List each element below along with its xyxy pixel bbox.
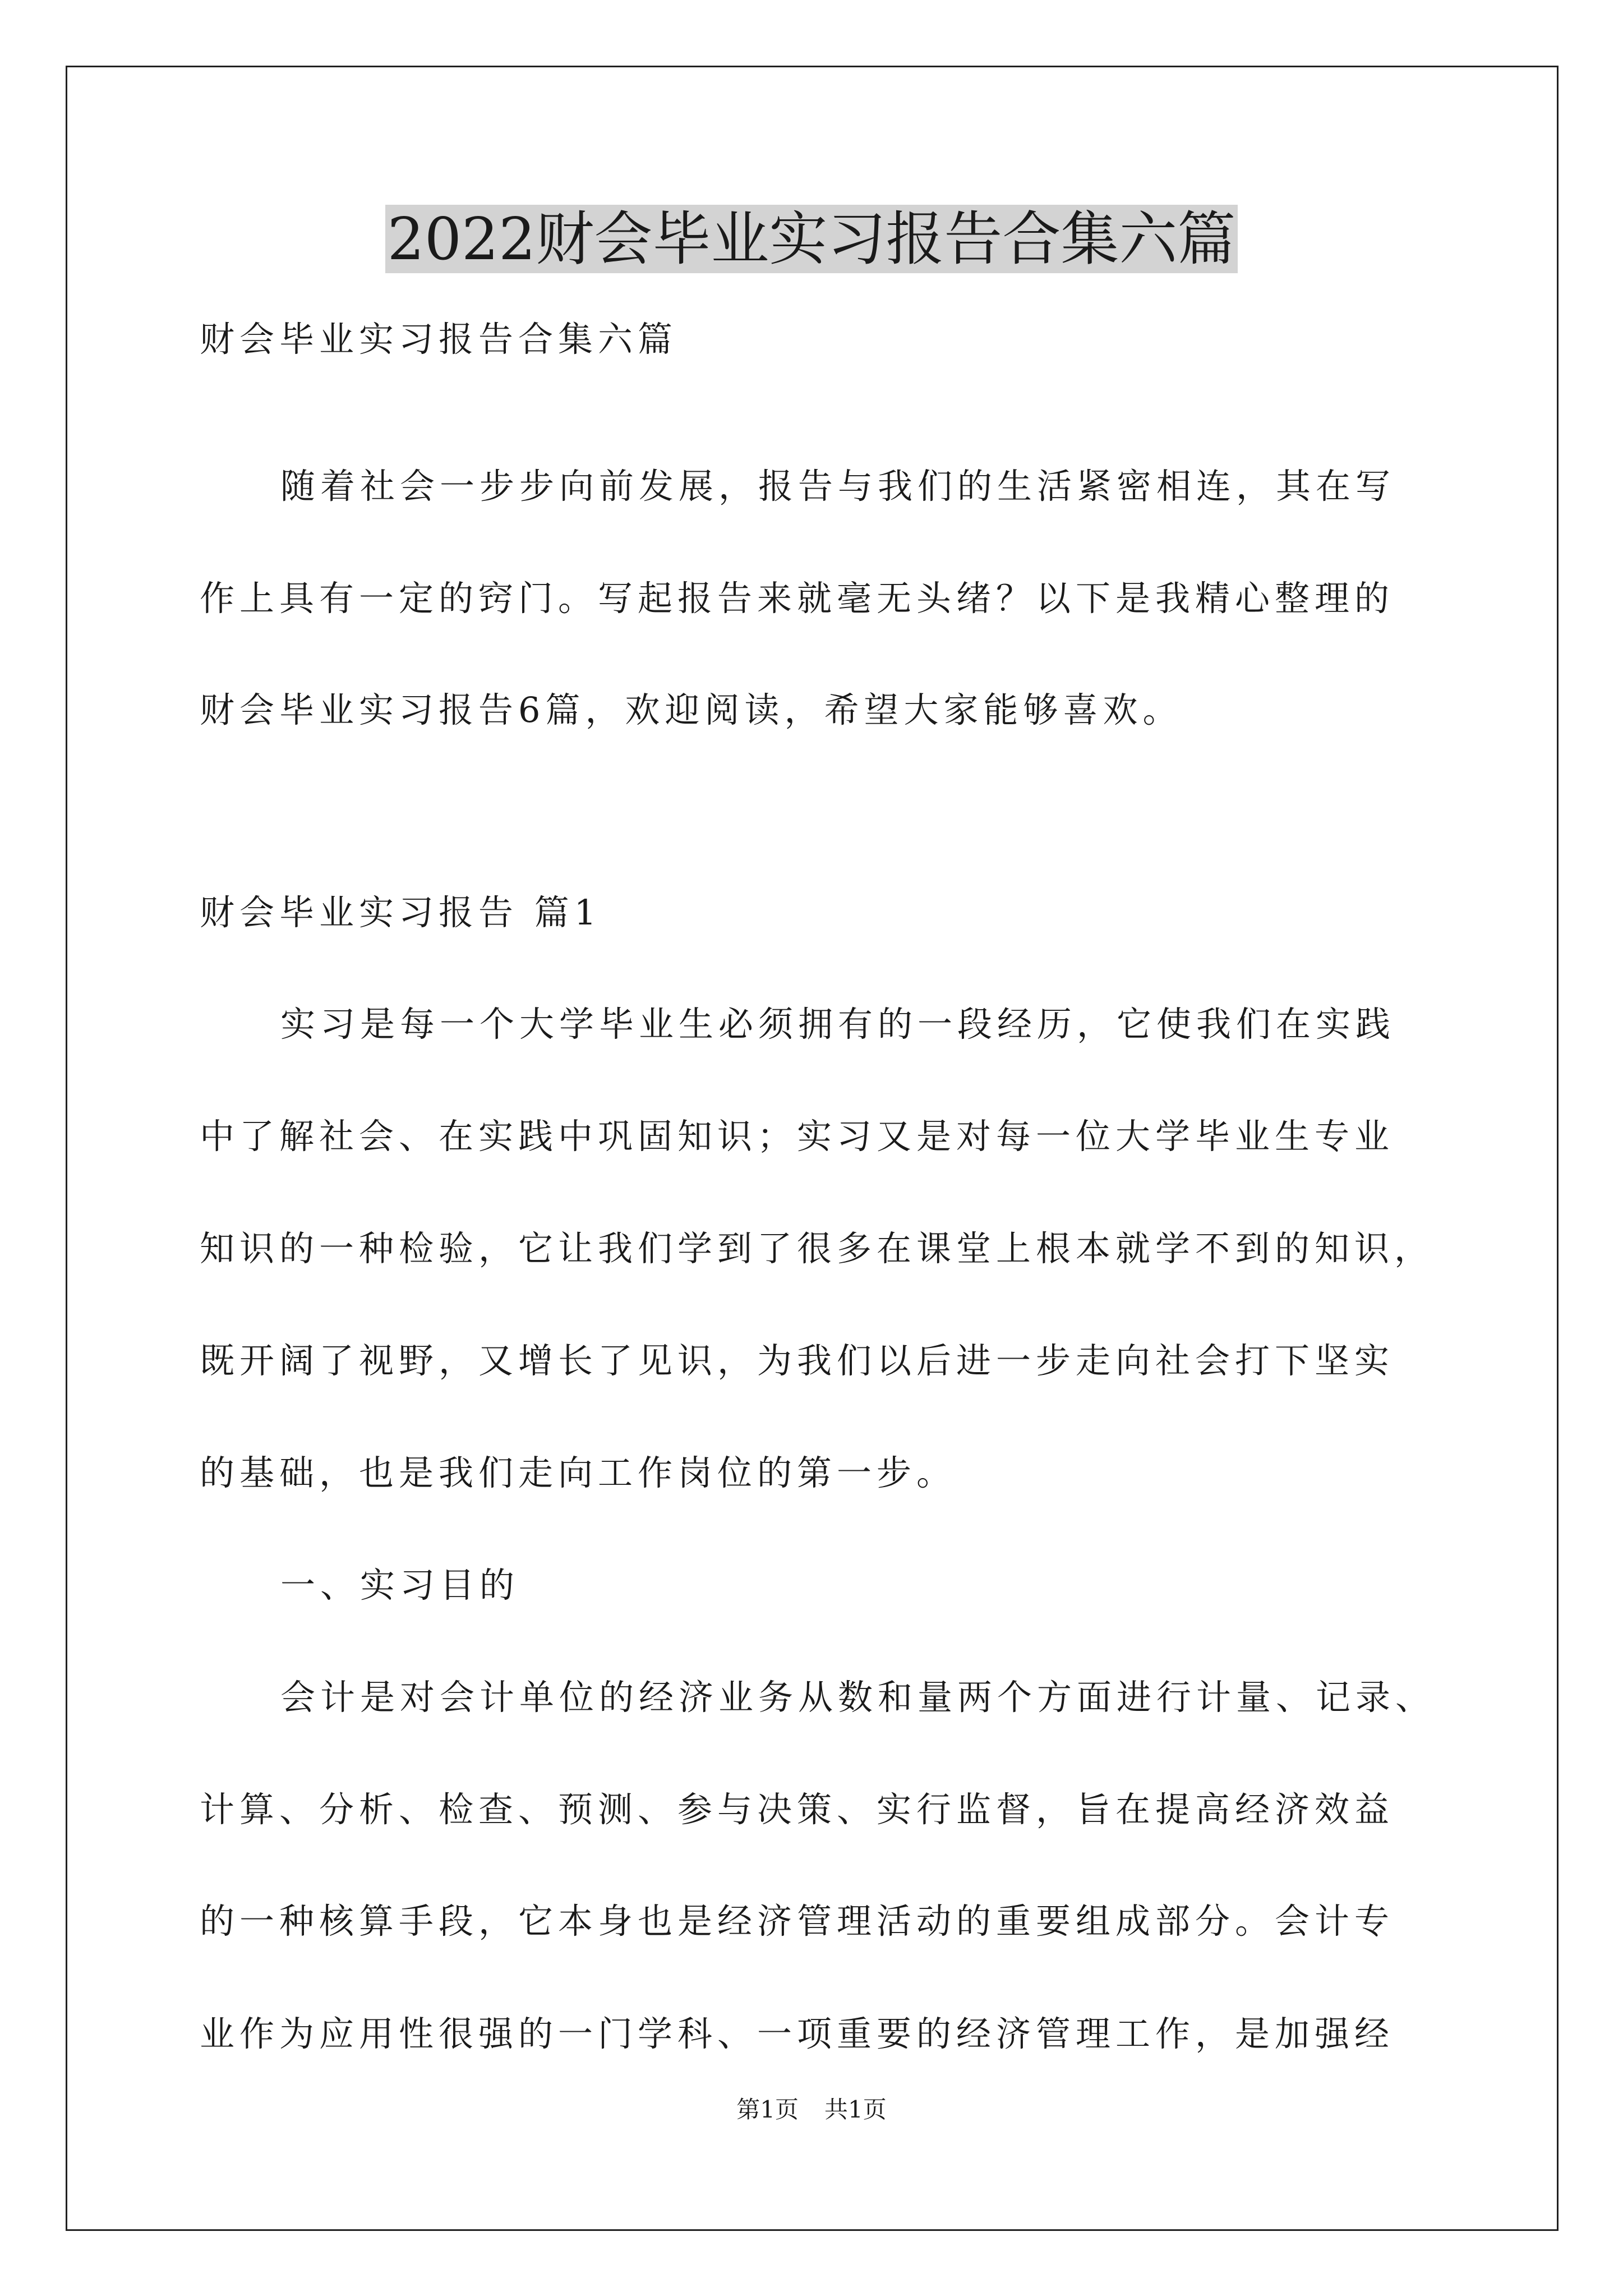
body-line-3: 知识的一种检验，它让我们学到了很多在课堂上根本就学不到的知识， — [200, 1228, 1435, 1269]
page-number-total: 共1页 — [824, 2096, 887, 2123]
subtitle-line: 财会毕业实习报告合集六篇 — [200, 319, 678, 360]
body-line-8: 的一种核算手段，它本身也是经济管理活动的重要组成部分。会计专 — [200, 1901, 1395, 1941]
subheading-purpose: 一、实习目的 — [280, 1565, 520, 1605]
intro-line-3: 财会毕业实习报告6篇，欢迎阅读，希望大家能够喜欢。 — [200, 689, 1183, 730]
body-line-4: 既开阔了视野，又增长了见识，为我们以后进一步走向社会打下坚实 — [200, 1340, 1395, 1381]
body-line-1: 实习是每一个大学毕业生必须拥有的一段经历，它使我们在实践 — [280, 1004, 1396, 1045]
document-title — [0, 200, 1623, 278]
body-line-2: 中了解社会、在实践中巩固知识；实习又是对每一位大学毕业生专业 — [200, 1116, 1395, 1157]
document-title-text: 2022财会毕业实习报告合集六篇 — [385, 205, 1238, 273]
section-heading: 财会毕业实习报告 篇1 — [200, 892, 602, 933]
page-number-current: 第1页 — [736, 2096, 799, 2123]
page-footer — [0, 2094, 1623, 2125]
body-line-7: 计算、分析、检查、预测、参与决策、实行监督，旨在提高经济效益 — [200, 1789, 1395, 1830]
body-line-9: 业作为应用性很强的一门学科、一项重要的经济管理工作，是加强经 — [200, 2013, 1395, 2054]
body-line-5: 的基础，也是我们走向工作岗位的第一步。 — [200, 1452, 957, 1493]
intro-line-1: 随着社会一步步向前发展，报告与我们的生活紧密相连，其在写 — [280, 466, 1396, 507]
intro-line-2: 作上具有一定的窍门。写起报告来就毫无头绪？以下是我精心整理的 — [200, 578, 1395, 619]
body-line-6: 会计是对会计单位的经济业务从数和量两个方面进行计量、记录、 — [280, 1677, 1436, 1718]
